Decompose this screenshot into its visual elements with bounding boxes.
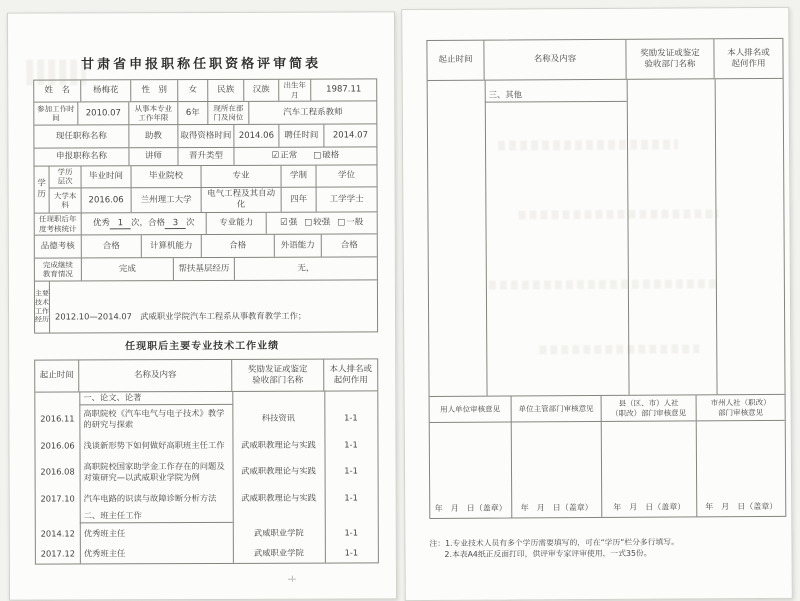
basic-info-table — [33, 78, 378, 333]
join-label: 参加工作时间 — [34, 102, 78, 124]
edu-level-header: 学历 层次 — [50, 166, 82, 187]
moral-value: 合格 — [82, 235, 142, 257]
bleedthrough-artifact — [518, 209, 718, 219]
hire-time-label: 聘任时间 — [279, 125, 324, 147]
bleedthrough-artifact — [489, 279, 719, 289]
employer-review-label: 用人单位审核意见 — [430, 397, 512, 423]
group-title-class-teacher: 二、班主任工作 — [80, 511, 233, 524]
table-row-current-title — [34, 124, 376, 148]
hire-time-value: 2014.07 — [332, 130, 369, 141]
achievement-row — [35, 404, 377, 432]
ach-rank: 1-1 — [344, 465, 358, 476]
gender-label: 性 别 — [131, 80, 178, 101]
edu-school-header: 毕业院校 — [132, 166, 202, 187]
grassroots-help-label: 帮扶基层经历 — [174, 258, 235, 280]
table-row-basic — [34, 79, 376, 102]
edu-school-value: 兰州理工大学 — [132, 188, 202, 212]
table-row-work — [34, 101, 376, 125]
checkbox-exception — [313, 151, 339, 162]
experience-side-label: 主要 技术 工作 经历 — [35, 282, 50, 333]
employer-review-cell — [430, 423, 513, 518]
county-hr-review-label: 县（区、市）人社 （职改）部门审核意见 — [602, 395, 697, 421]
achievements-header-row — [427, 39, 782, 81]
review-body-row — [430, 421, 786, 518]
stamp-date-line: 年 月 日（盖章） — [434, 503, 507, 513]
ach-org: 武威职教理论与实践 — [241, 492, 317, 503]
ethnic-value: 汉族 — [244, 80, 279, 101]
ach-name: 优秀班主任 — [83, 527, 126, 539]
ach-date: 2017.10 — [40, 493, 75, 504]
edu-time-value: 2016.06 — [82, 188, 132, 212]
edu-degree-header: 学位 — [338, 170, 356, 181]
qual-time-value: 2014.06 — [234, 125, 279, 147]
note-line-1: 注：1.专业技术人员有多个学历需要填写的，可在“学历”栏分多行填写。 — [429, 537, 679, 549]
continuing-edu-value: 完成 — [82, 258, 174, 280]
bleedthrough-artifact — [498, 140, 678, 151]
name-label: 姓 名 — [34, 80, 81, 101]
ach-org: 武威职教理论与实践 — [241, 439, 316, 450]
ach-org: 武威职教理论与实践 — [241, 465, 316, 476]
table-row-experience — [35, 280, 377, 332]
unchecked-box-icon: □ — [304, 217, 313, 228]
city-hr-review-cell — [697, 421, 786, 517]
header-org: 奖励发证或鉴定 验收部门名称 — [626, 39, 714, 79]
table-row-apply-title — [34, 147, 376, 166]
appraisal-text-pass: 次，合格 — [130, 218, 165, 229]
header-date: 起止时间 — [35, 360, 79, 391]
promo-type-label: 晋升类型 — [178, 148, 234, 165]
excellent-count: 1 — [110, 218, 131, 230]
table-row-education — [35, 165, 377, 213]
education-side-label: 学 历 — [35, 167, 50, 213]
ach-rank: 1-1 — [344, 412, 358, 423]
checkbox-average-label: 一般 — [346, 217, 364, 228]
appraisal-text-times: 次 — [185, 218, 195, 229]
checked-box-icon: ☑ — [271, 150, 280, 161]
edu-degree-value: 工学学士 — [329, 193, 364, 205]
experience-content — [50, 280, 377, 332]
edu-length-value: 四年 — [282, 187, 317, 211]
apply-title-label: 申报职称名称 — [34, 148, 129, 165]
appraisal-text-excellent: 优秀 — [92, 218, 110, 229]
achievements-body — [35, 391, 378, 563]
checkbox-normal — [272, 151, 298, 162]
ach-name: 高职院校国家助学金工作存在的问题及对策研究—以武威职业学院为例 — [83, 460, 225, 482]
group-row-other — [428, 79, 783, 103]
achievements-body — [428, 79, 785, 397]
column-divider — [627, 80, 630, 395]
gender-value: 女 — [178, 80, 208, 101]
ach-name: 高职院校《汽车电气与电子技术》教学的研究与探索 — [83, 407, 225, 429]
ach-rank: 1-1 — [344, 439, 358, 450]
name-value: 杨梅花 — [81, 80, 131, 101]
group-title-papers: 一、论文、论著 — [79, 392, 232, 406]
header-date: 起止时间 — [427, 41, 484, 80]
checked-box-icon: ☑ — [280, 217, 288, 228]
ach-date: 2016.08 — [40, 466, 75, 477]
birth-value: 1987.11 — [326, 84, 362, 95]
annual-appraisal-label: 任现职后年 度考核统计 — [35, 213, 82, 234]
ach-date: 2014.12 — [40, 528, 75, 539]
stamp-date-line: 年 月 日（盖章） — [613, 502, 686, 512]
page-right — [401, 7, 793, 601]
fold-mark — [288, 575, 296, 583]
table-row-annual-appraisal — [35, 212, 377, 235]
edu-length-header: 学制 — [282, 166, 317, 187]
stamp-date-line: 年 月 日（盖章） — [520, 503, 593, 513]
ach-org: 武威职业学院 — [253, 527, 304, 538]
checkbox-strong — [280, 218, 297, 229]
group-title-other: 三、其他 — [485, 80, 627, 103]
page-title: 甘肃省申报职称任职资格评审简表 — [81, 56, 322, 73]
checkbox-normal-label: 正常 — [280, 150, 298, 161]
checkbox-average — [337, 218, 363, 229]
grassroots-help-value: 无， — [297, 263, 315, 274]
foreign-value: 合格 — [340, 240, 358, 251]
city-hr-review-label: 市州人社（职改） 部门审核意见 — [710, 398, 771, 417]
edu-major-value: 电气工程及其自动 化 — [202, 187, 282, 212]
supervisor-dept-review-label: 单位主管部门审核意见 — [512, 396, 602, 422]
edu-level-value: 大学本科 — [50, 188, 82, 212]
table-row-moral — [35, 234, 377, 258]
checkbox-stronger-label: 较强 — [313, 217, 331, 228]
apply-title-value: 讲师 — [129, 148, 178, 165]
header-rank: 本人排名或 起何作用 — [329, 364, 372, 386]
ach-date: 2016.11 — [40, 413, 75, 424]
achievements-header-row — [35, 359, 377, 392]
table-row-continuing-edu — [35, 257, 377, 281]
ability-options — [267, 218, 377, 229]
note-line-2: 2.本表A4纸正反面打印，供评审专家评审使用，一式35份。 — [444, 548, 652, 559]
computer-value: 合格 — [202, 235, 275, 257]
promo-type-options — [234, 151, 376, 162]
foreign-label: 外语能力 — [275, 235, 322, 257]
annual-appraisal-value — [82, 213, 207, 234]
county-hr-review-cell — [602, 421, 698, 517]
ach-date: 2017.12 — [40, 548, 76, 559]
page-left — [7, 11, 397, 600]
birth-label: 出生年月 — [279, 80, 311, 101]
achievements-section-title: 任现职后主要专业技术工作业绩 — [125, 340, 280, 353]
moral-label: 品德考核 — [35, 235, 82, 257]
footer-notes — [429, 537, 679, 561]
unchecked-box-icon: □ — [313, 150, 322, 161]
computer-label: 计算机能力 — [142, 235, 202, 257]
ach-date: 2016.06 — [40, 440, 75, 451]
achievements-table — [34, 358, 379, 564]
header-name: 名称及内容 — [79, 360, 232, 392]
ach-rank: 1-1 — [344, 527, 359, 538]
ach-org: 武威职业学院 — [253, 547, 304, 558]
checkbox-exception-label: 破格 — [322, 150, 340, 161]
achievement-row — [35, 431, 377, 458]
years-value: 6年 — [178, 102, 208, 124]
header-org: 奖励发证或鉴定 验收部门名称 — [232, 360, 324, 391]
current-title-value: 助教 — [129, 125, 178, 147]
current-title-label: 现任职称名称 — [34, 125, 129, 147]
dept-value: 汽车工程系教师 — [283, 107, 343, 118]
ach-name: 优秀班主任 — [83, 548, 126, 559]
achievement-row — [36, 542, 378, 564]
edu-major-header: 专业 — [202, 166, 282, 187]
dept-label: 现所在部 门及岗位 — [208, 102, 249, 124]
bleedthrough-artifact — [539, 344, 699, 354]
group-row-papers — [35, 391, 377, 405]
review-header-row — [430, 395, 785, 423]
ach-rank: 1-1 — [344, 547, 359, 558]
checkbox-stronger — [304, 218, 330, 229]
checkbox-strong-label: 强 — [288, 217, 298, 228]
header-rank: 本人排名或 起何作用 — [727, 47, 770, 69]
ability-label: 专业能力 — [207, 213, 267, 234]
qual-time-label: 取得资格时间 — [178, 125, 234, 147]
unchecked-box-icon: □ — [337, 217, 346, 228]
column-divider — [715, 79, 718, 394]
supervisor-dept-review-cell — [512, 422, 603, 518]
ach-org: 科技资讯 — [261, 412, 296, 423]
achievements-continued-table — [426, 38, 786, 519]
experience-line: 2012.10—2014.07 武威职业学院汽车工程系从事教育教学工作； — [55, 310, 307, 322]
column-divider — [485, 81, 488, 396]
stamp-date-line: 年 月 日（盖章） — [705, 501, 778, 512]
ach-name: 浅谈新形势下如何做好高职班主任工作 — [83, 439, 225, 451]
join-value: 2010.07 — [78, 102, 129, 124]
ach-name: 汽车电路的识读与故障诊断分析方法 — [83, 492, 217, 504]
pass-count: 3 — [165, 218, 186, 230]
edu-time-header: 毕业时间 — [82, 166, 132, 187]
achievement-row — [36, 522, 378, 543]
continuing-edu-label: 完成继续 教育情况 — [35, 258, 82, 280]
ach-rank: 1-1 — [344, 492, 358, 503]
achievement-row — [36, 484, 378, 511]
header-name: 名称及内容 — [484, 40, 626, 80]
ethnic-label: 民族 — [208, 80, 244, 101]
achievement-row — [36, 457, 378, 485]
years-label: 从事本专业 工作年限 — [129, 102, 178, 124]
